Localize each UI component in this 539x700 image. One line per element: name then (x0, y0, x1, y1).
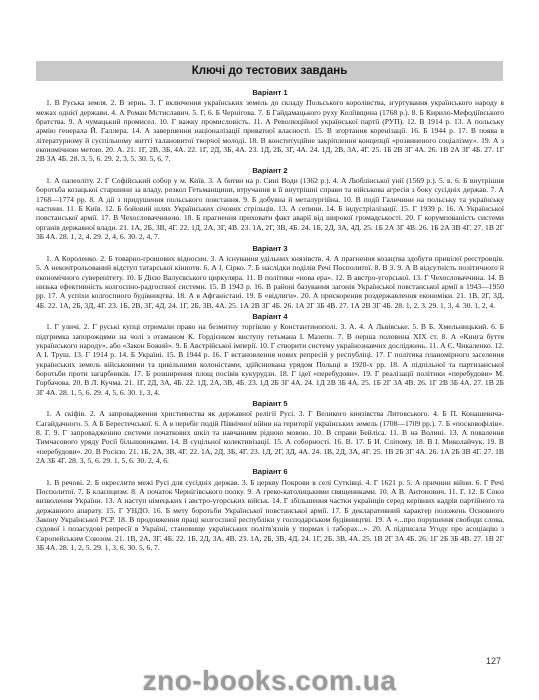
variant-title: Варіант 4 (252, 311, 288, 321)
page-number: 127 (485, 656, 501, 666)
variant-answers: 1. Г уличі. 2. Г руські купці отримали право на безмитну торгівлю у Константинополі. 3. А. 4. А Львівське. 5. В Б. Хмельницький. 6. Б підтримка запорожцями на чолі з отаманом К. Гордієнком виступу гетьмана І. Мазепи. 7. В перша половина XIX ст. 8. А «Книга буття українського народу», або «Закон Божий». 9. Б Австрійської імперії. 10. Г створити систему українознавчих досліджень. 11. А Є. Чикаленко. 12. А І. Труш. 13. Г 1914 р. 14. Б Україні. 15. В 1944 р. 16. Г встановлення нових репресій у республіці. 17. Г політика планомірного заселення українських земель військовими та цивільними колоністами, здійснювана урядом Польщі в 1920-х рр. 18. А підпільної та партизанської боротьби проти загарбників. 17. Б розширення площ посівів кукурудзи. 18. Г ідеї «перебудови». 19. Г реалізації політики «перебудови» М. Горбачова. 20. В Л. Кучма. 21. 1Г, 2Д, 3А, 4Б. 22. 1Д, 2А, 3В, 4Б. 23. 1Д 2Б 3Г 4А. 24. 1Д 2В 3Б 4А. 25. 1Б 2Г 3А 4В. 26. 1Г 2В 3Б 4А. 27. 1В 2Б 3Г 4А. 28. 1, 5, 6. 29. 4, 5, 6. 30. 1, 3, 4. (36, 322, 504, 397)
section-title: Ключі до тестових завдань (191, 65, 348, 77)
variant-answers: 1. А скіфів. 2. А запровадження християнства як державної релігії Русі. 3. Г Великого князівства Литовського. 4. Б П. Конашевича-Сагайдачного. 5. А Б Берестечської. 6. А в перебіг подій Північної війни на території українських земель (1708—1709 рр.). 7. Б «посковофілів». 8. Г. 9. Г запровадженню системи початкових шкіл та навчанням рідною мовою. 10. В справи Бейліса. 11. В на Волині. 13. А повалення Тимчасового уряду Росії більшовиками. 14. В суцільної колективізації. 15. А соборності. 16. В. 17. Б И. Сліпому. 18. В І. Миколайчук. 19. В «перебудови». 20. В Росією. 21. 1Б, 2А, 3В, 4Г. 22. 1А, 2Д, 3Б, 4Г. 23. 1Д, 2Г, 3Д, 4А. 24. 1В, 2Д, 3А, 4Г. 25. 1В 2Б 3Г 4А. 26. 1А 2Б 3В 4Г. 27. 1В 2А 3Б 4Г. 28. 3, 5, 6. 29. 1, 5, 6. 30. 2, 4, 6. (36, 409, 504, 466)
answer-key-content (36, 86, 504, 553)
variant-answers: 1. В Руська земля. 2. В зернь. 3. Г включення українських земель до складу Польського королівства, згуртування українського народу в межах однієї держави. 4. А Роман Мстиславич. 5. Г, 6. Б Чернігова. 7. Б Гайдамацького руху Коліївщина (1768 р.). 8. Б Кирило-Мефодіївського братства. 9. А чумацький промисел. 10. Г важку промисловість. 11. А Революційної української партії (РУП). 12. В 1914 р. 13. А польську армію генерала Й. Галлера. 14. А завершення націоналізації приватної власності. 15. В згортання коренізації. 16. Б 1944 р. 17. В поява в літературному й суспільному житті талановитої творчої молоді. 18. В конституційне закріплення концепції «розвиненого соціалізму». 19. А з економічною метою. 20. А. 21. 1Г, 2В, 3Б, 4А. 22. 1Г, 2Д, 3Б, 4А. 23. 1Д, 2Б, 3Г, 4А. 24. 1Д, 2В, 3А, 4Г. 25. 1Б 2В 3Г 4А. 26. 1В 2А 3Г 4Б. 27. 1Г 2В 3А 4Б. 28. 3, 5, 6. 29. 2, 3, 5. 30. 5, 6, 7. (36, 98, 504, 164)
variant-block (36, 399, 504, 465)
variant-block (36, 166, 504, 242)
variant-title: Варіант 6 (252, 467, 288, 477)
variant-block (36, 467, 504, 552)
variant-answers: 1. А палеоліту. 2. Г Софійський собор у м. Київ. 3. А битви на р. Сині Води (1362 р.). 4. А Люблінської унії (1569 р.). 5. в. 6. Б внутрішня боротьба козацької старшини за владу, розкол Гетьманщини, втручання в її внутрішні справи та військова агресія з боку сусідніх держав. 7. А 1768—1774 рр. 8. А дії з придушення польського повстання. 9. Б добувна й металургійна. 10. В події Галичини на польську та українську частини. 11. Б Київ. 12. Б бойовий шлях Українських січових стрільців. 13. А сепини. 14. Б індустріалізації. 15. Г 1939 р. 16. А Української повстанської армії. 17. В Чехословаччиною. 18. Б прагнення приховати факт аварії від широкої громадськості. 20. Г корумпованість системи органів державної влади. 21. 1А, 2Б, 3В, 4Г. 22. 1Д, 2А, 3Г, 4В. 23. 1А, 2Г, 3В, 4Б. 24. 1Б, 2Д, 3А, 4Д. 25. 1Б 2А 3Г 4В. 26. 1Б 2А 3В 4Г. 27. 1В 2Г 3Б 4А. 28. 1, 2, 4. 29. 2, 4, 6. 30. 2, 4, 7. (36, 176, 504, 242)
watermark: zno-books.com.ua (142, 665, 397, 696)
section-header (36, 61, 503, 81)
variant-answers: 1. В речові. 2. Б окреслити межі Русі для сусідніх держав. 3. Б церкву Покрови в селі Сутківці. 4. Г 1621 р. 5. А причини війни. 6. Г Речі Посполитої. 7. Б класицизм. 8. А початок Чернігівського полку. 9. А греко-католицькими священиками. 10. А В. Антонович. 11. Г. 12. Б Союз визволення України. 13. А наступ німецьких і австро-угорських військ. 14. Г збільшення частки українців серед керівних кадрів партійного та державного апарату. 15. Г УНДО. 16. Б мету боротьби Української повстанської армії. 17. Б декларативний характер положень Основного Закону Української РСР. 18. В продовження праці колгоспної республіки у господарськом будівництві. 19. А «...про порушення свободи слова, судової і позасудові репресії в Україні, становище українських політв'язнів у тюрмах і таборах...». 20. А підписала Угоду про асоціацію з Європейським Союзом. 21. 1В, 2А, 3Г, 4Б. 22. 1Б, 2Д, 3А, 4В. 23. 1А, 2Б, 3В, 4Д. 24. 1Г, 2Б, 3В, 4А. 25. 1В 2Г 3А 4Б. 26. 1Г 2Б 3Б 4В. 27. 1В 2Г 3Б 4А. 28. 1, 2, 5. 29. 1, 3, 6. 30. 5, 6, 7. (36, 477, 504, 553)
variant-block (36, 244, 504, 310)
variant-block (36, 312, 504, 397)
variant-title: Варіант 3 (252, 243, 288, 253)
variant-title: Варіант 2 (252, 165, 288, 175)
variant-title: Варіант 5 (252, 399, 288, 408)
variant-block (36, 88, 504, 164)
variant-title: Варіант 1 (252, 88, 288, 97)
variant-answers: 1. А Короленко. 2. Б товарно-грошових відносин. 3. А існування удільних князівств. 4. А прагнення козацтва здобути привілеї реєстровців. 5. А неконтрольований відступ татарської кінноти. 6. А І. Сірко. 7. Б наслідки поділів Речі Посполитої. 8. В 3. 9. А В відсутність політичного й економічного суверенітету. 10. Б Дією Валуєвського циркуляра. 11. В політики «нова ера». 12. В австро-угорської. 13. Г Чехословаччина. 14. В низька ефективність колгоспно-радгоспної системи. 15. В 1943 р. 16. В районі базування загонів Української повстанської армії в 1943—1950 рр. 17. А успіхи колгоспного будівництва. 18. А в Афганістані. 19. Б «відлиги». 20. А прискорення роздержавлення економіки. 21. 1В, 2Г, 3Д, 4Б. 22. 1А, 2Б, 3Д, 4Г. 23. 1Б, 2В, 3Г, 4Д. 24. 1Г, 2Б, 3В, 4А. 25. 1А 2В 3Г 4Б. 26. 1А 2Г 3Б 4В. 27. 1А 2В 3Г 4Б. 28. 1, 2, 3. 29. 1, 3, 4. 30. 1, 2, 4. (36, 253, 504, 310)
